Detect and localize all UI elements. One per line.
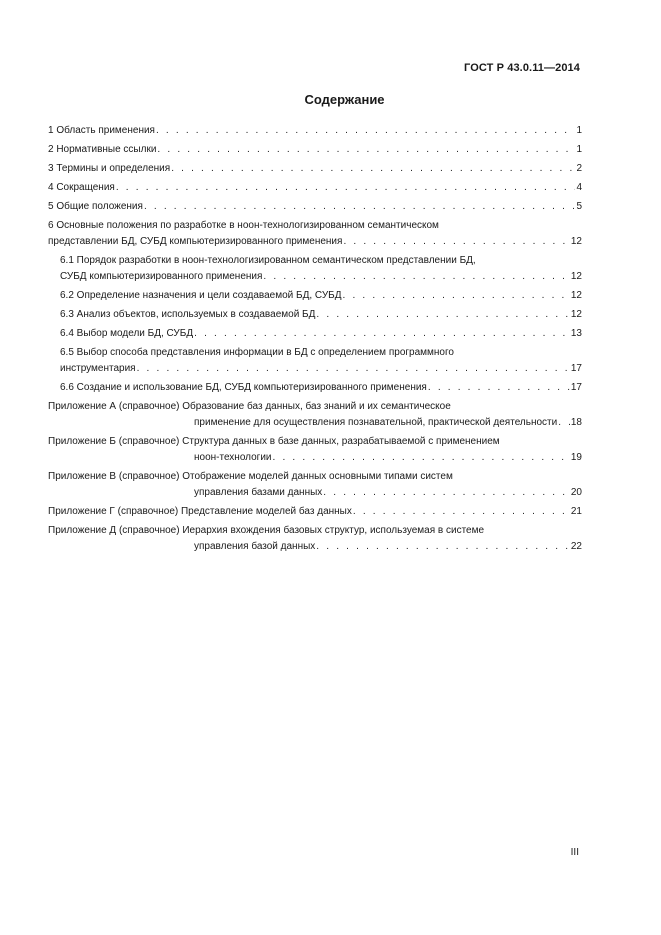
page-number: III bbox=[570, 847, 579, 858]
toc-entry-label-cont: ноон-технологии bbox=[194, 452, 272, 463]
toc-entry-label: 6.5 Выбор способа представления информации в БД с определением программного bbox=[60, 347, 454, 358]
toc-entry-appendix-d[interactable] bbox=[48, 523, 582, 555]
toc-entry-6-1[interactable] bbox=[48, 253, 582, 285]
toc-entry-label-cont: СУБД компьютеризированного применения bbox=[60, 271, 263, 282]
toc-entry-label: 6.2 Определение назначения и цели создаваемой БД, СУБД bbox=[60, 290, 342, 301]
toc-entry-page: 2 bbox=[576, 163, 582, 174]
toc-entry-label: 6 Основные положения по разработке в ноон-технологизированном семантическом bbox=[48, 220, 439, 231]
toc-title: Содержание bbox=[304, 92, 385, 107]
toc-entry-label: 5 Общие положения bbox=[48, 201, 143, 212]
toc-entry-label: Приложение Д (справочное) Иерархия вхождения базовых структур, используемая в системе bbox=[48, 525, 485, 536]
toc-entry-label: 6.6 Создание и использование БД, СУБД компьютеризированного применения bbox=[60, 382, 427, 393]
toc-entry-6-6[interactable] bbox=[48, 380, 582, 396]
toc-entry-appendix-g[interactable] bbox=[48, 504, 582, 520]
toc-entry-6[interactable] bbox=[48, 218, 582, 250]
toc-entry-page: 21 bbox=[570, 506, 582, 517]
toc-entry-label-cont: инструментария bbox=[60, 363, 136, 374]
toc-entry-page: 5 bbox=[576, 201, 582, 212]
toc-entry-label: Приложение Г (справочное) Представление моделей баз данных bbox=[48, 506, 352, 517]
toc-entry-appendix-a[interactable] bbox=[48, 399, 582, 431]
toc-entry-label-cont: управления базами данных bbox=[194, 487, 323, 498]
toc-entry-3[interactable] bbox=[48, 161, 582, 177]
toc-entry-page: 13 bbox=[570, 328, 582, 339]
toc-entry-page: 17 bbox=[570, 382, 582, 393]
toc-entry-label: 2 Нормативные ссылки bbox=[48, 144, 157, 155]
toc-entry-label: 4 Сокращения bbox=[48, 182, 115, 193]
toc-entry-label: 6.4 Выбор модели БД, СУБД bbox=[60, 328, 194, 339]
toc-entry-6-5[interactable] bbox=[48, 345, 582, 377]
toc-entry-page: 12 bbox=[570, 309, 582, 320]
toc-entry-label-cont: управления базой данных bbox=[194, 541, 316, 552]
toc-entry-page: 22 bbox=[570, 541, 582, 552]
toc-entry-label: Приложение А (справочное) Образование баз данных, баз знаний и их семантическое bbox=[48, 401, 451, 412]
toc-entry-label: Приложение Б (справочное) Структура данных в базе данных, разрабатываемой с применением bbox=[48, 436, 500, 447]
toc-entry-label: 1 Область применения bbox=[48, 125, 155, 136]
toc-entry-page: 20 bbox=[570, 487, 582, 498]
toc-entry-4[interactable] bbox=[48, 180, 582, 196]
toc-entry-label: Приложение В (справочное) Отображение моделей данных основными типами систем bbox=[48, 471, 453, 482]
toc-entry-appendix-v[interactable] bbox=[48, 469, 582, 501]
toc-entry-2[interactable] bbox=[48, 142, 582, 158]
toc-entry-page: 19 bbox=[570, 452, 582, 463]
toc-entry-label: 6.1 Порядок разработки в ноон-технологизированном семантическом представлении БД, bbox=[60, 255, 476, 266]
toc-entry-1[interactable] bbox=[48, 123, 582, 139]
document-code: ГОСТ Р 43.0.11—2014 bbox=[464, 62, 580, 74]
toc-entry-5[interactable] bbox=[48, 199, 582, 215]
toc-entry-label-cont: представлении БД, СУБД компьютеризированного применения bbox=[48, 236, 343, 247]
toc-entry-6-2[interactable] bbox=[48, 288, 582, 304]
toc-entry-page: 1 bbox=[576, 144, 582, 155]
toc-entry-appendix-b[interactable] bbox=[48, 434, 582, 466]
toc-entry-page: 17 bbox=[570, 363, 582, 374]
toc-entry-label: 6.3 Анализ объектов, используемых в создаваемой БД bbox=[60, 309, 316, 320]
table-of-contents bbox=[48, 123, 582, 555]
toc-entry-label: 3 Термины и определения bbox=[48, 163, 171, 174]
toc-entry-6-4[interactable] bbox=[48, 326, 582, 342]
toc-entry-label-cont: применение для осуществления познавательной, практической деятельности bbox=[194, 417, 558, 428]
toc-entry-page: 12 bbox=[570, 236, 582, 247]
toc-entry-page: 12 bbox=[570, 290, 582, 301]
toc-entry-page: 12 bbox=[570, 271, 582, 282]
toc-entry-page: 4 bbox=[576, 182, 582, 193]
toc-entry-page: 1 bbox=[576, 125, 582, 136]
toc-entry-page: 18 bbox=[570, 417, 582, 428]
toc-entry-6-3[interactable] bbox=[48, 307, 582, 323]
